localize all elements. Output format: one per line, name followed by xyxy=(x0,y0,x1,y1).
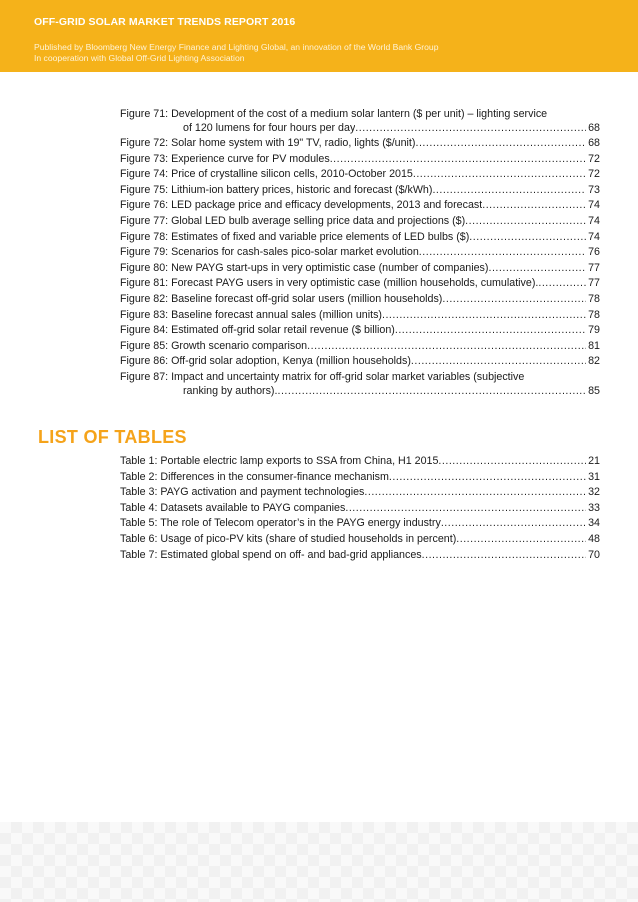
toc-entry-figure[interactable]: Figure 73: Experience curve for PV modules ..... 72 xyxy=(120,153,600,167)
decorative-footer-pattern xyxy=(0,822,638,902)
page-number: 78 xyxy=(588,293,600,306)
toc-entry-figure[interactable]: Figure 78: Estimates of fixed and variable price elements of LED bulbs ($) ..... 74 xyxy=(120,231,600,245)
toc-entry-figure[interactable]: Figure 76: LED package price and efficacy developments, 2013 and forecast ..... 74 xyxy=(120,199,600,213)
toc-entry-figure[interactable]: Figure 71: Development of the cost of a medium solar lantern ($ per unit) – lighting service of 120 lumens for four hours per day ..... 68 xyxy=(120,108,600,135)
page-number: 73 xyxy=(588,183,600,196)
page-number: 74 xyxy=(588,199,600,212)
toc-entry-figure[interactable]: Figure 72: Solar home system with 19" TV, radio, lights ($/unit) ..... 68 xyxy=(120,137,600,151)
page-number: 85 xyxy=(588,384,600,397)
toc-entry-table[interactable]: Table 7: Estimated global spend on off- and bad-grid appliances ..... 70 xyxy=(120,549,600,563)
page-number: 78 xyxy=(588,308,600,321)
toc-entry-figure[interactable]: Figure 77: Global LED bulb average selling price data and projections ($) ..... 74 xyxy=(120,215,600,229)
page-number: 74 xyxy=(588,230,600,243)
toc-entry-table[interactable]: Table 5: The role of Telecom operator’s in the PAYG energy industry ..... 34 xyxy=(120,517,600,531)
cooperation-line: In cooperation with Global Off-Grid Lighting Association xyxy=(34,53,245,63)
page-number: 48 xyxy=(588,532,600,545)
toc-entry-figure[interactable]: Figure 79: Scenarios for cash-sales pico-solar market evolution ..... 76 xyxy=(120,246,600,260)
page-number: 21 xyxy=(588,455,600,467)
report-title: OFF-GRID SOLAR MARKET TRENDS REPORT 2016 xyxy=(34,16,296,28)
publisher-line: Published by Bloomberg New Energy Finance and Lighting Global, an innovation of the World Bank Group xyxy=(34,42,439,52)
toc-entry-table[interactable]: Table 3: PAYG activation and payment technologies ..... 32 xyxy=(120,486,600,500)
toc-entry-figure[interactable]: Figure 83: Baseline forecast annual sales (million units) ..... 78 xyxy=(120,309,600,323)
page-number: 82 xyxy=(588,355,600,368)
page-number: 31 xyxy=(588,470,600,483)
page-number: 70 xyxy=(588,548,600,561)
toc-entry-figure[interactable]: Figure 74: Price of crystalline silicon cells, 2010-October 2015 ..... 72 xyxy=(120,168,600,182)
toc-entry-figure[interactable]: Figure 81: Forecast PAYG users in very optimistic case (million households, cumulative). ..... 77 xyxy=(120,277,600,291)
page-number: 79 xyxy=(588,324,600,337)
list-of-tables-heading: LIST OF TABLES xyxy=(38,427,187,447)
list-of-tables xyxy=(120,455,600,564)
toc-entry-table[interactable]: Table 2: Differences in the consumer-finance mechanism ..... 31 xyxy=(120,471,600,485)
page-number: 33 xyxy=(588,501,600,514)
page-number: 81 xyxy=(588,339,600,352)
toc-entry-table[interactable]: Table 6: Usage of pico-PV kits (share of studied households in percent) ..... 48 xyxy=(120,533,600,547)
toc-entry-figure[interactable]: Figure 84: Estimated off-grid solar retail revenue ($ billion) ..... 79 xyxy=(120,324,600,338)
page-number: 32 xyxy=(588,486,600,499)
report-header-banner xyxy=(0,0,638,72)
page-number: 76 xyxy=(588,246,600,259)
toc-entry-figure[interactable]: Figure 85: Growth scenario comparison ..... 81 xyxy=(120,340,600,354)
page-number: 68 xyxy=(588,137,600,150)
page-number: 72 xyxy=(588,152,600,165)
toc-entry-figure[interactable]: Figure 75: Lithium-ion battery prices, historic and forecast ($/kWh) ..... 73 xyxy=(120,184,600,198)
page-number: 74 xyxy=(588,215,600,228)
page-number: 34 xyxy=(588,517,600,530)
toc-entry-figure[interactable]: Figure 86: Off-grid solar adoption, Kenya (million households) ..... 82 xyxy=(120,355,600,369)
toc-entry-figure[interactable]: Figure 82: Baseline forecast off-grid solar users (million households) ..... 78 xyxy=(120,293,600,307)
toc-entry-figure[interactable]: Figure 87: Impact and uncertainty matrix for off-grid solar market variables (subjective ranking by authors). ..... 85 xyxy=(120,371,600,398)
page-number: 77 xyxy=(588,277,600,290)
list-of-figures xyxy=(120,108,600,400)
toc-entry-table[interactable]: Table 4: Datasets available to PAYG companies ..... 33 xyxy=(120,502,600,516)
page-number: 72 xyxy=(588,168,600,181)
page-number: 68 xyxy=(588,121,600,134)
toc-entry-figure[interactable]: Figure 80: New PAYG start-ups in very optimistic case (number of companies) ..... 77 xyxy=(120,262,600,276)
page-number: 77 xyxy=(588,261,600,274)
toc-entry-table[interactable]: Table 1: Portable electric lamp exports to SSA from China, H1 2015 ..... 21 xyxy=(120,455,600,469)
